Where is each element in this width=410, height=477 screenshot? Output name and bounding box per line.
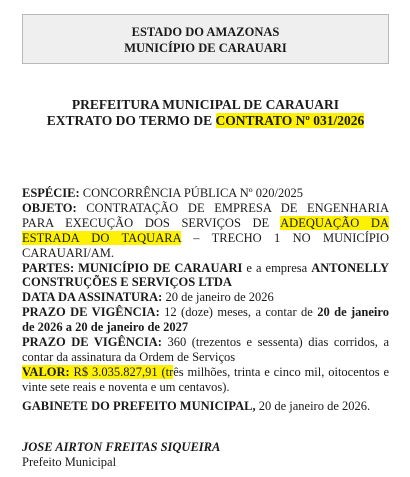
signatory-role: Prefeito Municipal [22, 455, 117, 469]
valor-words: ês milhões, trinta e cinco mil, oitocentos e vinte sete reais e noventa e um centavos). [22, 364, 389, 394]
partes-company: ANTONELLY CONSTRUÇÕES E SERVIÇOS LTDA [22, 260, 389, 290]
objeto-highlight: ADEQUAÇÃO DA ESTRADA DO TAQUARA [22, 215, 389, 245]
prazo-vigencia-2-value: 360 (trezentos e sessenta) dias corridos, a contar da assinatura da Ordem de Serviços [22, 335, 389, 364]
contract-number-highlight: CONTRATO Nº 031/2026 [215, 113, 365, 128]
partes-label: PARTES: [22, 260, 75, 275]
title-line-2 [22, 113, 389, 129]
gabinete-date: 20 de janeiro de 2026. [255, 399, 371, 413]
especie-value: CONCORRÊNCIA PÚBLICA Nº 020/2025 [79, 186, 304, 200]
objeto-value-end: – TRECHO 1 NO MUNICÍPIO CARAUARI/AM. [22, 230, 389, 260]
document-header [22, 14, 389, 64]
valor-amount: R$ 3.035.827,91 (tr [69, 364, 174, 379]
prazo-vigencia-dates: 20 de janeiro de 2026 a 20 de janeiro de 2027 [22, 305, 389, 335]
municipality-name: MUNICÍPIO DE CARAUARI [124, 41, 287, 55]
prazo-vigencia-2-paragraph [22, 335, 389, 365]
state-name: ESTADO DO AMAZONAS [131, 25, 280, 39]
prazo-vigencia-label: PRAZO DE VIGÊNCIA: [22, 305, 160, 320]
valor-paragraph [22, 365, 389, 395]
gabinete-label: GABINETE DO PREFEITO MUNICIPAL, [22, 399, 256, 413]
prazo-vigencia-paragraph [22, 305, 389, 335]
partes-paragraph [22, 261, 389, 291]
data-assinatura-value: 20 de janeiro de 2026 [162, 290, 274, 305]
extract-body [22, 186, 389, 395]
document-title [22, 97, 389, 129]
objeto-label: OBJETO: [22, 200, 77, 215]
valor-label: VALOR: [22, 364, 70, 379]
prazo-vigencia-value: 12 (doze) meses, a contar de [159, 305, 318, 320]
prazo-vigencia-2-label: PRAZO DE VIGÊNCIA: [22, 335, 162, 350]
data-assinatura-paragraph [22, 290, 389, 305]
especie-label: ESPÉCIE: [22, 186, 80, 200]
title-prefix: EXTRATO DO TERMO DE [46, 113, 216, 128]
signatory-name: JOSE AIRTON FREITAS SIQUEIRA [22, 440, 221, 454]
objeto-paragraph [22, 201, 389, 261]
title-line-1: PREFEITURA MUNICIPAL DE CARAUARI [71, 97, 340, 112]
especie-paragraph [22, 186, 389, 201]
partes-connector: e a empresa [242, 260, 312, 275]
data-assinatura-label: DATA DA ASSINATURA: [22, 290, 163, 305]
closing-paragraph [22, 399, 389, 414]
valor-highlight [22, 365, 173, 379]
signature-block [22, 440, 389, 470]
objeto-value: CONTRATAÇÃO DE EMPRESA DE ENGENHARIA PARA EXECUÇÃO DOS SERVIÇOS DE [22, 200, 389, 230]
partes-municipality: MUNICÍPIO DE CARAUARI [74, 260, 243, 275]
